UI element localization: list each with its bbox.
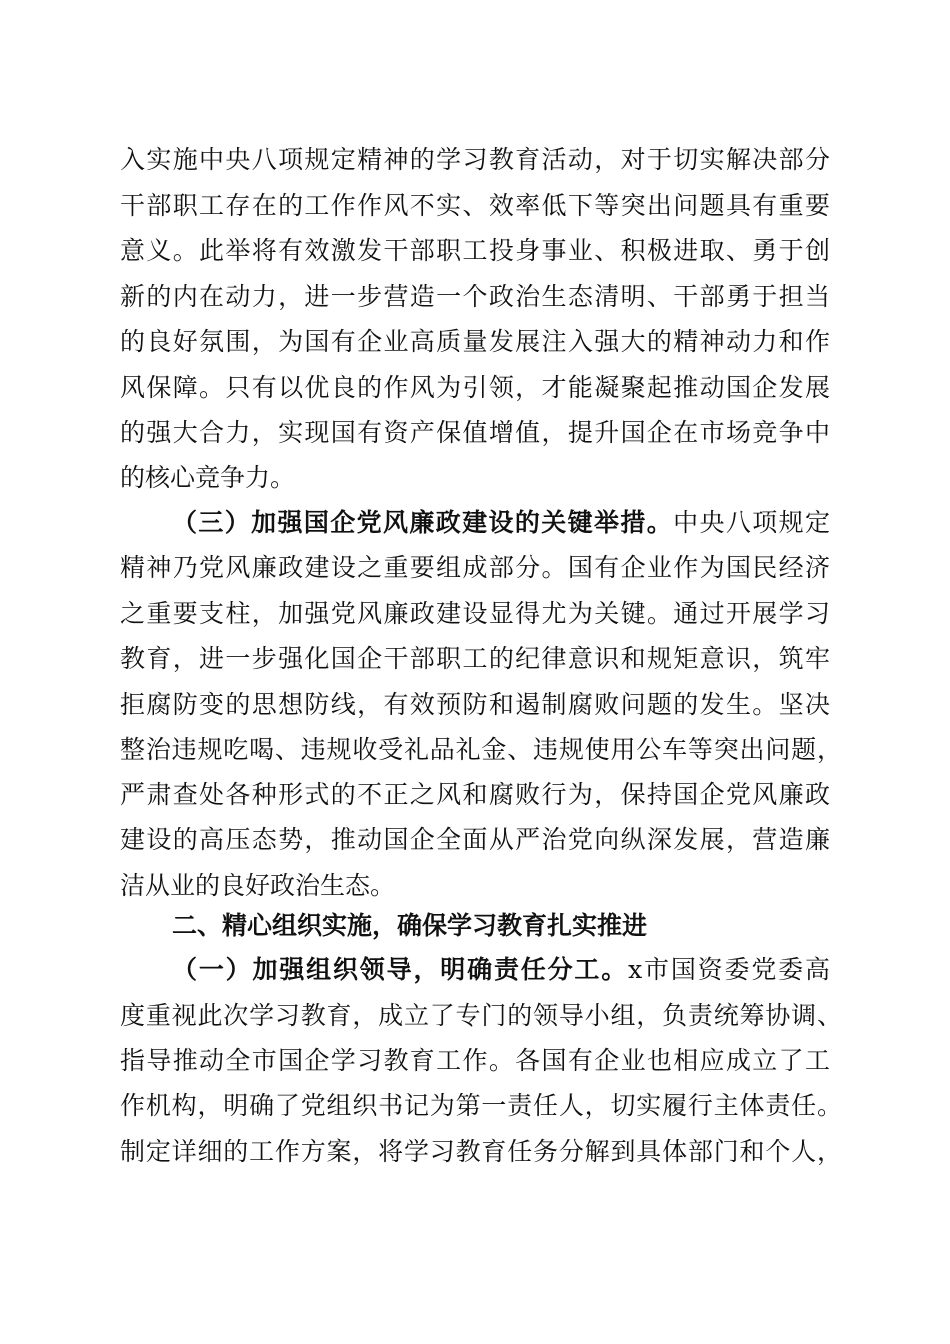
text-line: 之重要支柱，加强党风廉政建设显得尤为关键。通过开展学习 (120, 599, 830, 628)
text-line: 指导推动全市国企学习教育工作。各国有企业也相应成立了工 (120, 1046, 830, 1075)
text-line: 制定详细的工作方案，将学习教育任务分解到具体部门和个人， (120, 1137, 842, 1166)
text-span: x市国资委党委高 (628, 955, 830, 984)
text-line: 度重视此次学习教育，成立了专门的领导小组，负责统筹协调、 (120, 1001, 842, 1030)
text-line (172, 955, 830, 985)
text-line: 的强大合力，实现国有资产保值增值，提升国企在市场竞争中 (120, 418, 830, 447)
text-line (172, 508, 830, 538)
text-line: 洁从业的良好政治生态。 (120, 871, 396, 900)
text-line: 入实施中央八项规定精神的学习教育活动，对于切实解决部分 (120, 145, 830, 174)
subsection-title: （三）加强国企党风廉政建设的关键举措。 (172, 508, 674, 537)
text-line: 的核心竞争力。 (120, 463, 296, 492)
text-line: 拒腐防变的思想防线，有效预防和遏制腐败问题的发生。坚决 (120, 690, 830, 719)
text-span: 中央八项规定 (673, 508, 830, 537)
text-line: 建设的高压态势，推动国企全面从严治党向纵深发展，营造廉 (120, 825, 830, 854)
text-line: 意义。此举将有效激发干部职工投身事业、积极进取、勇于创 (120, 236, 830, 265)
section-heading: 二、精心组织实施，确保学习教育扎实推进 (172, 911, 648, 940)
text-line: 干部职工存在的工作作风不实、效率低下等突出问题具有重要 (120, 191, 830, 220)
text-line: 教育，进一步强化国企干部职工的纪律意识和规矩意识，筑牢 (120, 644, 830, 673)
text-line: 的良好氛围，为国有企业高质量发展注入强大的精神动力和作 (120, 327, 830, 356)
text-line: 严肃查处各种形式的不正之风和腐败行为，保持国企党风廉政 (120, 780, 830, 809)
text-line: 作机构，明确了党组织书记为第一责任人，切实履行主体责任。 (120, 1091, 842, 1120)
text-line: 整治违规吃喝、违规收受礼品礼金、违规使用公车等突出问题， (120, 735, 842, 764)
text-line: 新的内在动力，进一步营造一个政治生态清明、干部勇于担当 (120, 282, 830, 311)
text-line: 风保障。只有以优良的作风为引领，才能凝聚起推动国企发展 (120, 373, 830, 402)
text-line: 精神乃党风廉政建设之重要组成部分。国有企业作为国民经济 (120, 553, 830, 582)
subsection-title: （一）加强组织领导，明确责任分工。 (172, 955, 629, 984)
